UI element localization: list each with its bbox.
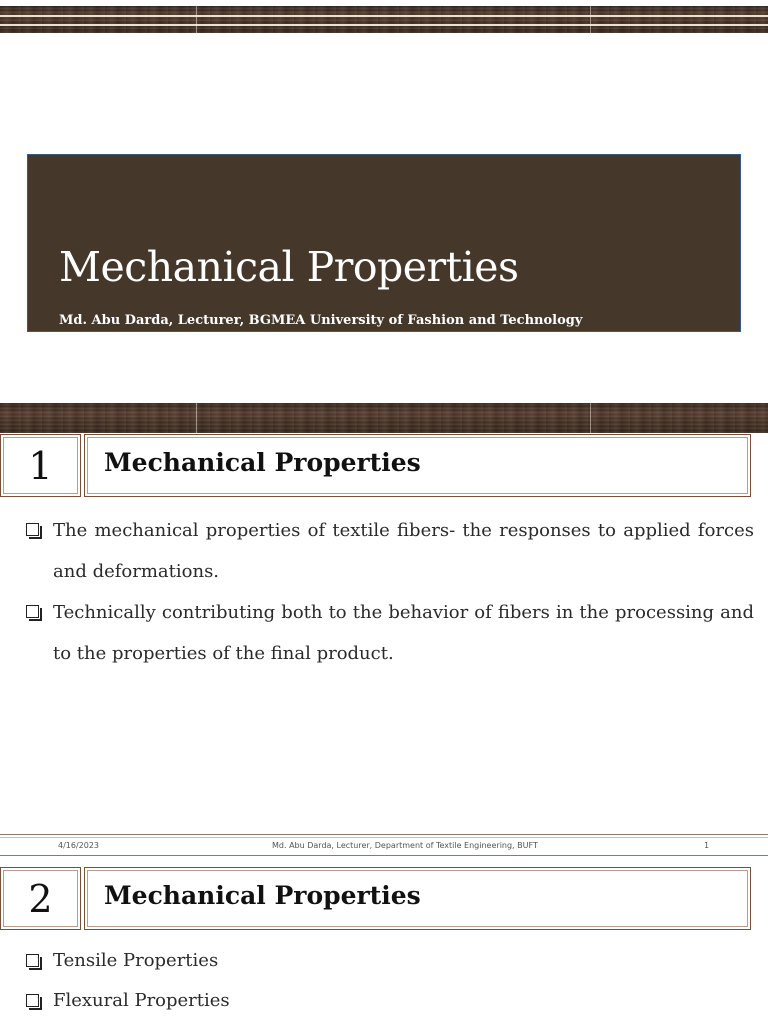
- slide-subtitle: Md. Abu Darda, Lecturer, BGMEA University of Fashion and Technology: [59, 313, 583, 328]
- checkbox-bullet-icon: [26, 523, 39, 536]
- list-item: [24, 981, 754, 1021]
- list-item: [24, 941, 754, 981]
- list-item-text: Tensile Properties: [53, 950, 219, 971]
- list-item-text: The mechanical properties of textile fibers- the responses to applied forces and deformations.: [53, 520, 754, 582]
- section-heading-text: Mechanical Properties: [104, 881, 421, 910]
- slide-footer: [0, 834, 768, 856]
- banner-seam: [590, 403, 591, 433]
- list-item-text: Flexural Properties: [53, 990, 230, 1011]
- bullet-list: [24, 941, 754, 1021]
- bullet-list: [24, 510, 754, 674]
- section-number: 1: [0, 434, 81, 497]
- checkbox-bullet-icon: [26, 605, 39, 618]
- banner-seam: [196, 6, 197, 33]
- footer-page-number: 1: [704, 841, 710, 850]
- list-item-text: Technically contributing both to the behavior of fibers in the processing and to the properties of the final product.: [53, 602, 754, 664]
- banner-stripe: [0, 15, 768, 17]
- section-heading-text: Mechanical Properties: [104, 448, 421, 477]
- banner-seam: [196, 403, 197, 433]
- slide-title: Mechanical Properties: [59, 243, 519, 291]
- section-heading: [84, 434, 751, 497]
- section-number: 2: [0, 867, 81, 930]
- title-box: [27, 154, 741, 332]
- checkbox-bullet-icon: [26, 994, 39, 1007]
- section-wood-banner: [0, 403, 768, 433]
- checkbox-bullet-icon: [26, 954, 39, 967]
- banner-seam: [590, 6, 591, 33]
- footer-author: Md. Abu Darda, Lecturer, Department of Textile Engineering, BUFT: [272, 841, 538, 850]
- top-wood-banner: [0, 6, 768, 33]
- section-heading: [84, 867, 751, 930]
- list-item: [24, 592, 754, 674]
- banner-stripe: [0, 24, 768, 26]
- footer-date: 4/16/2023: [58, 841, 100, 850]
- list-item: [24, 510, 754, 592]
